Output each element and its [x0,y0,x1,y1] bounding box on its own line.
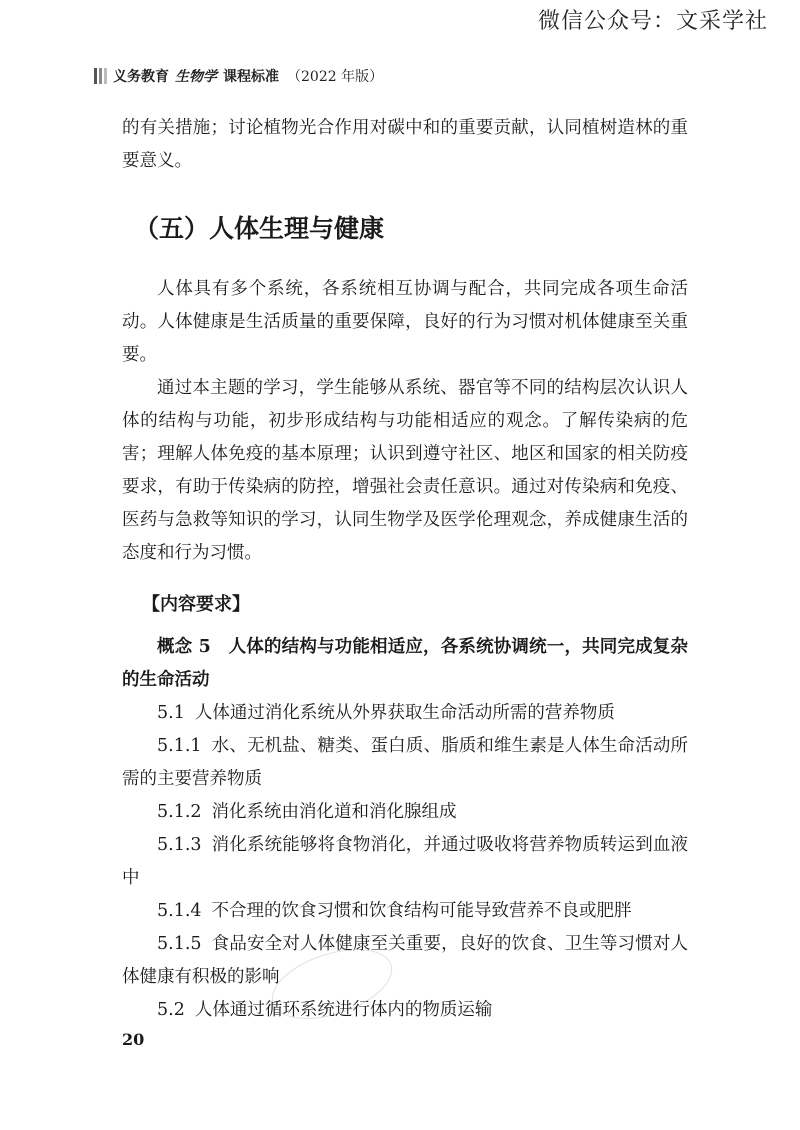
list-item [122,895,688,928]
item-text: 人体通过循环系统进行体内的物质运输 [194,1000,493,1020]
watermark-text: 微信公众号：文采学社 [537,9,768,34]
item-text: 人体通过消化系统从外界获取生命活动所需的营养物质 [194,703,615,723]
running-header [94,66,383,86]
header-edition: （2022 年版） [287,69,384,85]
header-part1: 义务教育 [113,69,169,85]
item-text: 不合理的饮食习惯和饮食结构可能导致营养不良或肥胖 [211,901,632,921]
page-number: 20 [122,1030,145,1049]
intro-paragraph-1: 人体具有多个系统，各系统相互协调与配合，共同完成各项生命活动。人体健康是生活质量的重要保障，良好的行为习惯对机体健康至关重要。 [122,279,688,365]
header-bars-icon [94,68,107,84]
list-item [122,829,688,895]
list-item [122,697,688,730]
continuation-paragraph: 的有关措施；讨论植物光合作用对碳中和的重要贡献，认同植树造林的重要意义。 [122,118,688,171]
item-text: 食品安全对人体健康至关重要，良好的饮食、卫生等习惯对人体健康有积极的影响 [122,934,688,987]
section-title: （五）人体生理与健康 [134,214,385,243]
item-text: 消化系统能够将食物消化，并通过吸收将营养物质转运到血液中 [122,835,688,888]
item-number: 5.1.3 [157,835,202,855]
content-requirements-title: 【内容要求】 [142,594,250,615]
header-part3: 课程标准 [223,69,279,85]
item-text: 消化系统由消化道和消化腺组成 [211,802,457,822]
list-item [122,994,688,1027]
item-number: 5.1 [157,703,185,723]
concept-statement: 概念 5 人体的结构与功能相适应，各系统协调统一，共同完成复杂的生命活动 [122,637,688,690]
item-number: 5.1.1 [157,736,202,756]
item-number: 5.1.2 [157,802,202,822]
intro-paragraph-2: 通过本主题的学习，学生能够从系统、器官等不同的结构层次认识人体的结构与功能，初步形成结构与功能相适应的观念。了解传染病的危害；理解人体免疫的基本原理；认识到遵守社区、地区和国家的相关防疫要求，有助于传染病的防控，增强社会责任意识。通过对传染病和免疫、医药与急救等知识的学习，认同生物学及医学伦理观念，养成健康生活的态度和行为习惯。 [122,378,688,563]
item-number: 5.1.5 [157,934,202,954]
list-item [122,928,688,994]
item-text: 水、无机盐、糖类、蛋白质、脂质和维生素是人体生命活动所需的主要营养物质 [122,736,688,789]
list-item [122,730,688,796]
item-number: 5.1.4 [157,901,202,921]
page-body [122,112,688,1027]
list-item [122,796,688,829]
item-number: 5.2 [157,1000,185,1020]
header-part2: 生物学 [175,69,217,85]
